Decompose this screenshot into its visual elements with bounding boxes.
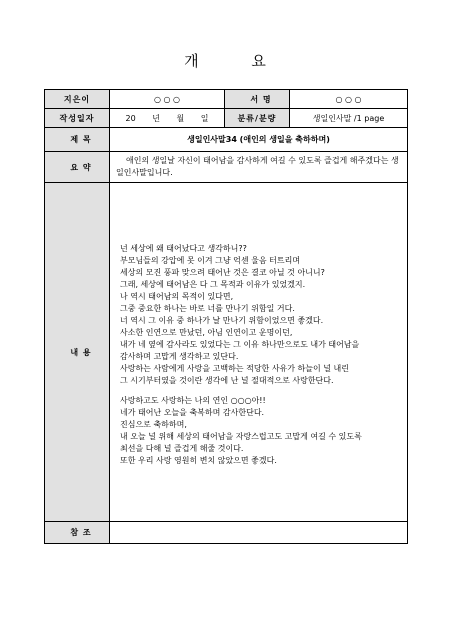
content-line: 그 시기부터였을 것이란 생각에 난 널 절대적으로 사랑한단다.: [120, 376, 334, 385]
category-label: 분류/분량: [225, 109, 290, 128]
subject-label: 제 목: [45, 128, 110, 152]
outline-form: [44, 89, 408, 544]
content-line: 그래, 세상에 태어남은 다 그 목적과 이유가 있었겠지.: [120, 280, 306, 289]
signature-value: ○ ○ ○: [290, 90, 408, 109]
date-label: 작성일자: [45, 109, 110, 128]
content-label: 내 용: [45, 183, 110, 522]
content-line: 네가 태어난 오늘을 축복하며 감사한단다.: [120, 408, 265, 417]
category-value: 생일인사말 /1 page: [290, 109, 408, 128]
reference-label: 참 조: [45, 522, 110, 544]
content-line: 내가 네 옆에 감사라도 있었다는 그 이유 하나만으로도 내가 태어남을: [120, 340, 360, 349]
content-line: 너 역시 그 이유 중 하나가 날 만나기 위함이었으면 좋겠다.: [120, 316, 324, 325]
content-line: 또한 우리 사랑 영원히 변치 않았으면 좋겠다.: [120, 456, 277, 465]
subject-value: 생일인사말34 (애인의 생일을 축하하며): [110, 128, 408, 152]
author-row: [45, 90, 408, 109]
author-value: ○ ○ ○: [110, 90, 225, 109]
date-row: [45, 109, 408, 128]
content-line: 나 역시 태어남의 목적이 있다면,: [120, 292, 234, 301]
content-line: 세상의 모진 풍파 맞으려 태어난 것은 결코 아닐 것 아니니?: [120, 268, 325, 277]
content-line: 사소한 인연으로 만났던, 아님 인연이고 운명이던,: [120, 328, 293, 337]
signature-label: 서 명: [225, 90, 290, 109]
reference-row: [45, 522, 408, 544]
content-line: 그중 중요한 하나는 바로 너를 만나기 위함일 거다.: [120, 304, 295, 313]
date-value: 20 년 월 일: [110, 109, 225, 128]
subject-row: [45, 128, 408, 152]
content-line: 감사하며 고맙게 생각하고 있단다.: [120, 352, 239, 361]
content-body: [110, 183, 408, 522]
content-line: 사랑하는 사람에게 사랑을 고백하는 적당한 사유가 하늘이 널 내린: [120, 364, 349, 373]
content-line: 넌 세상에 왜 태어났다고 생각하니??: [120, 244, 247, 253]
author-label: 지은이: [45, 90, 110, 109]
content-line: 진심으로 축하하며,: [120, 420, 187, 429]
content-line: 내 오늘 널 위해 세상의 태어남을 자랑스럽고도 고맙게 여길 수 있도록: [120, 432, 362, 441]
summary-row: [45, 152, 408, 183]
content-row: [45, 183, 408, 522]
content-line: 최선을 다해 널 즐겁게 해줄 것이다.: [120, 444, 244, 453]
content-line: 사랑하고도 사랑하는 나의 연인 ○○○아!!: [120, 396, 266, 405]
summary-value: 애인의 생일날 자신이 태어남을 감사하게 여길 수 있도록 즐겁게 해주겠다는 생일인사말입니다.: [110, 152, 408, 183]
reference-value: [110, 522, 408, 544]
content-line: 부모님들의 강압에 못 이겨 그냥 억센 울음 터트리며: [120, 256, 301, 265]
content-paragraph-2: [120, 395, 401, 467]
content-paragraph-1: [120, 243, 401, 387]
page-title: 개 요: [184, 52, 290, 70]
summary-label: 요 약: [45, 152, 110, 183]
